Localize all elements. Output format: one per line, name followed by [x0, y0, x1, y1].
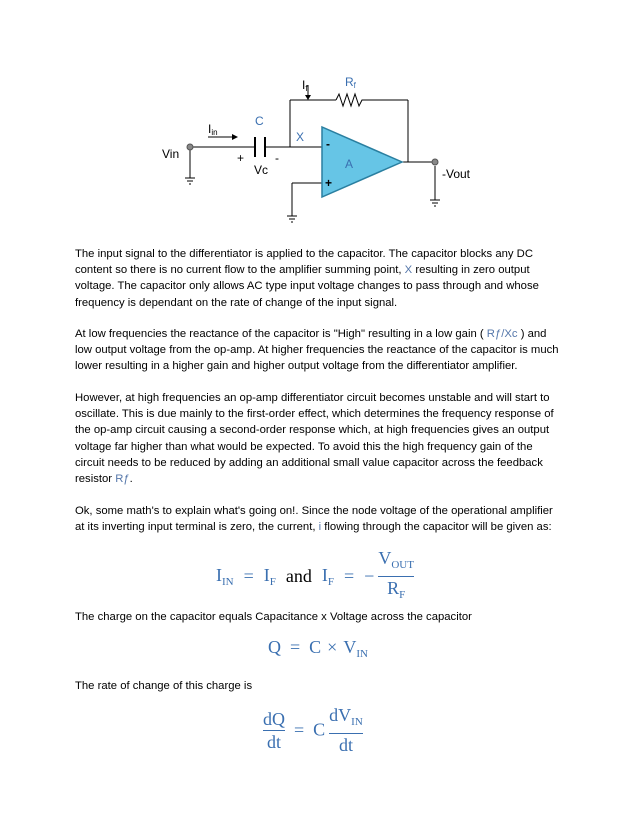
p1-text-b: resulting in zero output voltage. The capacitor only allows AC type input voltage changes to pass through and whose frequency is dependant on the rate of change of the input signal. — [75, 264, 539, 309]
p2-text-b: ) and low output voltage from the op-amp. At higher frequencies the reactance of the capacitor is much lower resulting in a higher gain and higher output voltage from the differentiator amplifier. — [75, 328, 559, 373]
p3-text-a: However, at high frequencies an op-amp differentiator circuit becomes unstable and will start to oscillate. This is due mainly to the first-order effect, which determines the frequency response of the op-amp circuit causing a second-order response which, at high frequencies gives an output voltage far higher than what would be expected. To avoid this the high frequency gain of the circuit needs to be reduced by adding an additional small value capacitor across the feedback resistor — [75, 392, 554, 486]
paragraph-high-frequencies — [75, 390, 565, 487]
ground-symbol-vin — [185, 178, 195, 184]
charge-text: The charge on the capacitor equals Capacitance x Voltage across the capacitor — [75, 611, 472, 623]
node-x-label: X — [296, 130, 305, 144]
inverting-input-sign: - — [326, 137, 330, 151]
p3-rf: Rƒ — [115, 473, 130, 486]
p1-text-a: The input signal to the differentiator is applied to the capacitor. The capacitor blocks any DC content so there is no current flow to the amplifier summing point, — [75, 248, 533, 277]
paragraph-input-signal — [75, 246, 565, 311]
amp-label: A — [345, 157, 354, 171]
capacitor-label: C — [255, 114, 264, 128]
equation-current: $I_{IN} = I_F$ and $I_F$ = − $\frac{V_{OUT}}{R_F}$ — [216, 548, 414, 605]
p2-text-a: At low frequencies the reactance of the capacitor is "High" resulting in a low gain ( — [75, 328, 487, 340]
vin-terminal — [187, 144, 193, 150]
paragraph-low-frequencies — [75, 326, 565, 375]
p3-text-b: . — [129, 473, 133, 486]
iin-label: Iin — [208, 122, 218, 137]
differentiator-circuit-diagram — [150, 70, 490, 235]
feedback-resistor-symbol — [336, 94, 364, 106]
equation-rate-of-change: $\frac{dQ}{dt}$ = C $\frac{dV_{IN}}{dt}$ — [263, 705, 363, 755]
dq-dt-fraction: $\frac{dQ}{dt}$ — [263, 708, 285, 752]
rf-label: Rf — [345, 75, 356, 90]
circuit-wires — [190, 100, 435, 216]
vout-terminal — [432, 159, 438, 165]
vc-label: Vc — [254, 163, 269, 177]
paragraph-maths — [75, 503, 565, 535]
ground-symbol-amp — [287, 216, 297, 222]
p2-gain-ratio: Rƒ/Xc — [486, 328, 518, 340]
vout-over-rf-fraction: $\frac{V_{OUT}}{R_F}$ — [378, 548, 414, 601]
op-amp-symbol — [322, 127, 402, 197]
rate-of-change-text: The rate of change of this charge is — [75, 680, 253, 692]
equation-charge: $Q = C \times V_{IN}$ — [268, 637, 368, 660]
p1-node-x: X — [404, 264, 413, 277]
vin-label: Vin — [162, 147, 180, 161]
dvin-dt-fraction: $\frac{dV_{IN}}{dt}$ — [329, 705, 363, 755]
p4-current-i: i — [318, 521, 322, 534]
if-label: If — [302, 78, 308, 93]
vout-label: -Vout — [442, 167, 471, 181]
p4-text-b: flowing through the capacitor will be given as: — [321, 521, 552, 534]
capacitor-symbol — [255, 137, 265, 157]
cap-plus-sign: + — [237, 151, 245, 165]
noninverting-input-sign: + — [325, 176, 333, 190]
cap-minus-sign: - — [275, 151, 279, 165]
ground-symbol-vout — [430, 200, 440, 206]
p4-text-a: Ok, some math's to explain what's going on!. Since the node voltage of the operational amplifier at its inverting input terminal is zero, the current, — [75, 505, 553, 534]
